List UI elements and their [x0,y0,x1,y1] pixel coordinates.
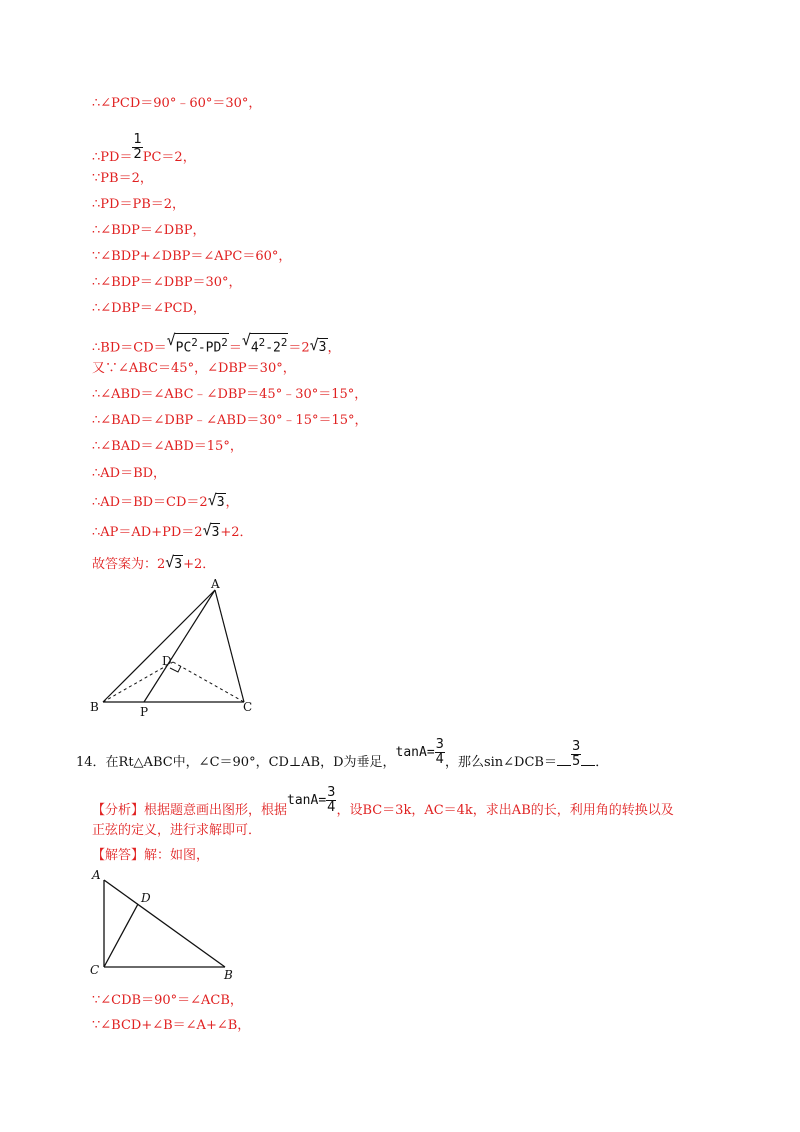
fraction-denominator: 4 [327,800,336,815]
vertex-label-b: B [224,968,233,982]
answer-label: 故答案为：2 [92,557,166,572]
segment-ap [144,590,215,702]
segment-cd [104,904,138,967]
pd-label: ∴PD＝ [92,150,133,165]
solution-line-8: ∴∠DBP＝∠PCD， [92,301,206,316]
fraction-denominator: 2 [133,147,142,162]
fraction-numerator: 1 [133,132,142,147]
solution-line-14: ∴AD＝BD， [92,466,167,481]
solution-line-9 [92,333,341,357]
sqrt-4-2 [242,333,289,357]
segment-dc-dashed [173,662,244,702]
sqrt-3 [203,523,221,542]
fraction-denominator: 4 [435,752,444,767]
sqrt-3 [208,493,226,512]
solution-line-4: ∴PD＝PB＝2， [92,197,186,212]
tan-fraction [326,786,336,815]
sqrt-term-2: -2 [265,340,281,356]
radicand: 3 [216,495,225,510]
solution-line-6: ∵∠BDP+∠DBP＝∠APC＝60°， [92,249,292,264]
solution-line-5: ∴∠BDP＝∠DBP， [92,223,206,238]
coef-two: ＝2 [288,340,310,356]
solution-line-7: ∴∠BDP＝∠DBP＝30°， [92,275,242,290]
fraction-numerator: 3 [327,785,336,800]
answer-blank-right [581,765,595,766]
analysis-line-1 [92,785,674,825]
answer-line [92,555,215,574]
tan-label: tanA= [287,793,327,808]
radical-sign-icon: √ [241,331,251,349]
bd-cd-label: ∴BD＝CD＝ [92,340,167,356]
vertex-label-a: A [211,577,220,591]
triangle-figure-2 [85,864,245,984]
question-14 [76,737,609,777]
right-angle-mark [170,666,181,672]
triangle-figure-1 [85,576,265,716]
answer-blank-left [557,765,571,766]
plus-two: +2． [183,557,216,572]
fraction-numerator: 3 [435,737,444,752]
ad-bd-cd-text: ∴AD＝BD＝CD＝2 [92,495,208,510]
solution-line-16 [92,523,253,542]
vertex-label-b: B [90,700,99,714]
tail-line-1: ∵∠CDB＝90°＝∠ACB， [92,993,243,1008]
comma: ， [327,340,341,356]
radical-sign-icon: √ [202,521,212,539]
sqrt-term-pc: PC [175,340,192,356]
sqrt-3 [310,338,328,357]
fraction-numerator: 3 [571,739,581,754]
tail-line-2: ∵∠BCD+∠B＝∠A+∠B， [92,1018,251,1033]
radicand: 3 [318,340,327,356]
exponent: 2 [191,336,198,349]
sqrt-term-pd: -PD [197,340,222,356]
question-text: 14．在Rt△ABC中，∠C＝90°，CD⊥AB，D为垂足， [76,755,396,770]
tan-label: tanA= [395,745,435,760]
solution-line-15 [92,493,239,512]
vertex-label-d: D [141,891,151,905]
radical-sign-icon: √ [165,553,175,571]
fraction-half [132,133,142,162]
sqrt-3 [165,555,183,574]
tan-fraction [435,738,445,767]
question-mid-text: ，那么sin∠DCB＝ [444,755,557,770]
solution-line-2 [92,132,196,172]
sqrt-term-4: 4 [250,340,259,356]
vertex-label-d: D [162,654,172,668]
exponent: 2 [258,336,266,349]
solution-line-1: ∴∠PCD＝90°﹣60°＝30°， [92,96,262,111]
sqrt-pc-pd [167,333,229,357]
segment-bd-dashed [103,662,173,702]
segment-ab [103,590,215,702]
plus-two: +2． [220,525,253,540]
analysis-text-continued: ，设BC＝3k，AC＝4k，求出AB的长，利用角的转换以及 [336,803,674,818]
exponent: 2 [221,336,228,349]
solution-line-11: ∴∠ABD＝∠ABC﹣∠DBP＝45°﹣30°＝15°， [92,387,368,402]
answer-fraction [571,740,581,769]
ap-text: ∴AP＝AD+PD＝2 [92,525,203,540]
segment-ab [104,880,225,967]
analysis-line-2: 正弦的定义，进行求解即可． [92,823,262,838]
radical-sign-icon: √ [309,336,319,355]
radical-sign-icon: √ [207,491,217,509]
question-end: ． [595,755,609,770]
vertex-label-c: C [243,700,253,714]
radical-sign-icon: √ [166,331,176,349]
vertex-label-p: P [140,705,149,716]
solution-line-10: 又∵∠ABC＝45°，∠DBP＝30°， [92,361,296,376]
fraction-denominator: 5 [571,754,581,769]
comma: ， [225,495,239,510]
vertex-label-a: A [92,868,101,882]
pc-equals-text: PC＝2， [142,150,196,165]
solution-header: 【解答】解：如图， [92,848,210,863]
solution-line-13: ∴∠BAD＝∠ABD＝15°， [92,439,243,454]
solution-line-3: ∵PB＝2， [92,171,153,186]
segment-ac [215,590,244,702]
exponent: 2 [280,336,288,349]
solution-line-12: ∴∠BAD＝∠DBP﹣∠ABD＝30°﹣15°＝15°， [92,413,368,428]
radicand: 3 [211,525,220,540]
equals-sign: ＝ [228,340,242,356]
vertex-label-c: C [90,963,100,977]
radicand: 3 [174,557,183,572]
analysis-text: 【分析】根据题意画出图形，根据 [92,803,288,818]
